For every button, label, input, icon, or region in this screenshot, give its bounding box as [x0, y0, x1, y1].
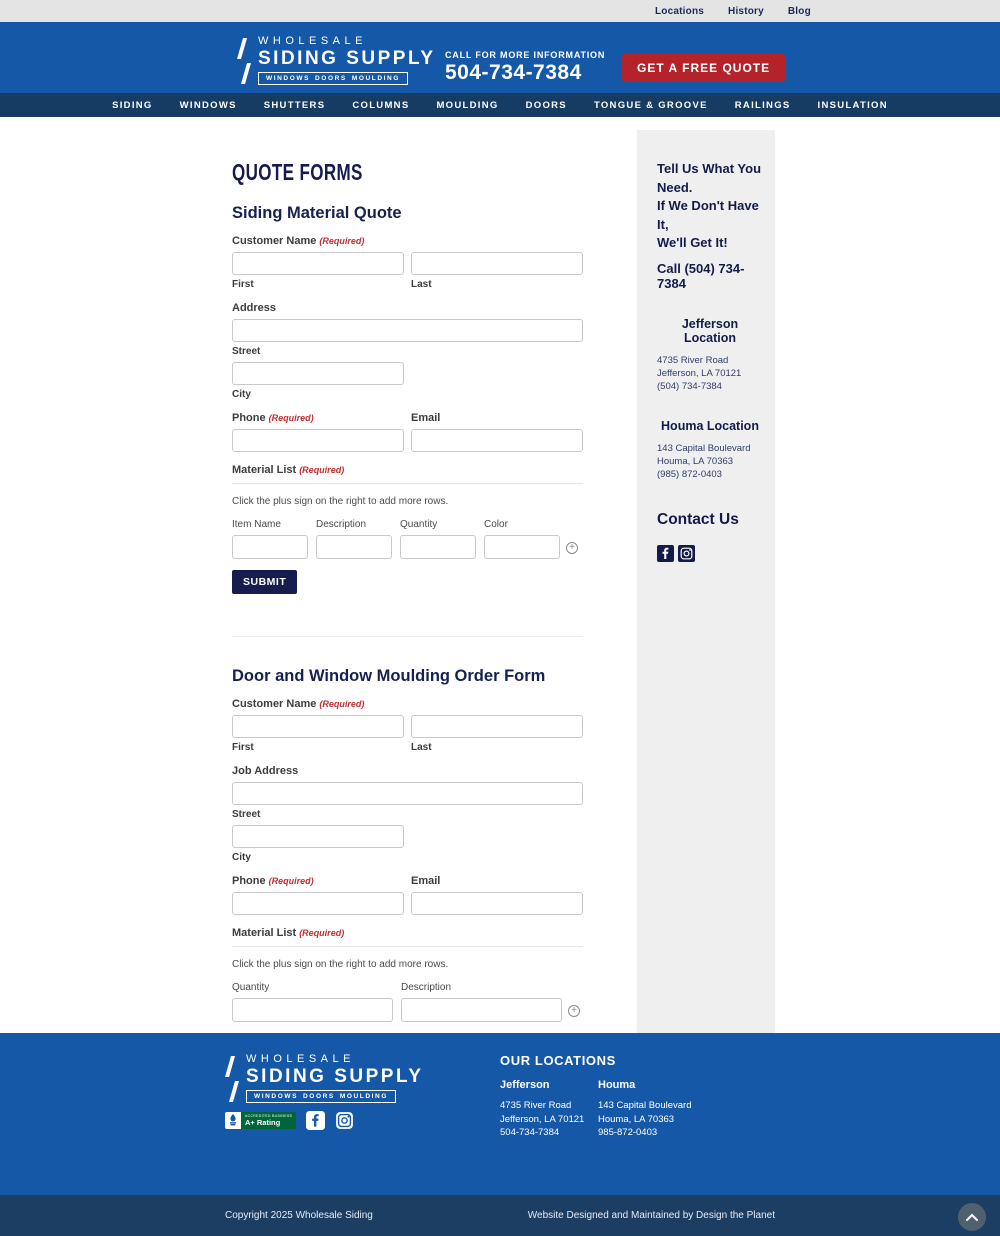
siding-submit-button[interactable]: SUBMIT [232, 570, 297, 594]
add-row-plus-icon[interactable]: + [568, 1005, 580, 1017]
siding-street-sublabel: Street [232, 346, 261, 357]
moulding-city-input[interactable] [232, 825, 404, 848]
footer-logo-tag-doors: DOORS [303, 1093, 335, 1100]
moulding-customer-name-label: Customer Name (Required) [232, 698, 365, 710]
moulding-add-rows-hint: Click the plus sign on the right to add more rows. [232, 959, 449, 970]
footer-houma-column: Houma 143 Capital Boulevard Houma, LA 70363 985-872-0403 [598, 1079, 692, 1138]
nav-item-doors[interactable]: DOORS [525, 99, 567, 111]
siding-address-label: Address [232, 302, 277, 314]
quote-forms-content [232, 117, 583, 1057]
siding-phone-input[interactable] [232, 429, 404, 452]
siding-material-list-label: Material List (Required) [232, 464, 583, 484]
instagram-icon[interactable] [335, 1111, 354, 1130]
nav-item-moulding[interactable]: MOULDING [436, 99, 499, 111]
nav-item-railings[interactable]: RAILINGS [734, 99, 791, 111]
siding-customer-name-label: Customer Name (Required) [232, 235, 365, 247]
jefferson-location-name: Jefferson Location [681, 316, 739, 345]
moulding-quantity-col-label: Quantity [232, 982, 270, 993]
chevron-up-icon [966, 1213, 978, 1221]
topbar-link-locations[interactable]: Locations [655, 5, 705, 17]
houma-location-name: Houma Location [661, 418, 759, 433]
moulding-street-input[interactable] [232, 782, 583, 805]
logo-tag-doors: DOORS [315, 75, 347, 82]
instagram-icon[interactable] [678, 545, 695, 562]
moulding-first-name-input[interactable] [232, 715, 404, 738]
footer-logo-tag-windows: WINDOWS [254, 1093, 299, 1100]
required-indicator: (Required) [268, 413, 314, 423]
nav-item-shutters[interactable]: SHUTTERS [263, 99, 326, 111]
moulding-city-sublabel: City [232, 852, 251, 863]
copyright-bar [0, 1195, 1000, 1236]
required-indicator: (Required) [319, 699, 365, 709]
utility-bar [0, 0, 1000, 22]
siding-last-sublabel: Last [411, 279, 432, 290]
header-phone-number[interactable]: 504-734-7384 [445, 61, 582, 84]
designer-credit-text: Website Designed and Maintained by Design the Planet [527, 1210, 775, 1221]
our-locations-heading: OUR LOCATIONS [500, 1053, 616, 1068]
moulding-last-sublabel: Last [411, 742, 432, 753]
siding-color-input[interactable] [484, 535, 560, 559]
siding-phone-label: Phone (Required) [232, 412, 314, 424]
siding-city-sublabel: City [232, 389, 251, 400]
required-indicator: (Required) [268, 876, 314, 886]
bbb-accredited-badge[interactable] [225, 1112, 296, 1129]
logo-tag-windows: WINDOWS [266, 75, 311, 82]
lightning-bolt-icon [225, 1053, 239, 1107]
nav-item-windows[interactable]: WINDOWS [179, 99, 237, 111]
sidebar-tagline-line1: Tell Us What You Need. [657, 161, 762, 195]
topbar-link-history[interactable]: History [728, 5, 764, 17]
sidebar-tagline-line2: If We Don't Have It, [657, 198, 759, 232]
moulding-material-row [232, 982, 583, 1022]
sidebar [637, 130, 775, 1033]
siding-street-input[interactable] [232, 319, 583, 342]
nav-item-siding[interactable]: SIDING [112, 99, 153, 111]
lightning-bolt-icon [237, 35, 251, 89]
moulding-last-name-input[interactable] [411, 715, 583, 738]
moulding-description-input[interactable] [401, 998, 562, 1022]
required-indicator: (Required) [299, 465, 345, 475]
siding-description-col-label: Description [316, 519, 367, 530]
siding-add-rows-hint: Click the plus sign on the right to add more rows. [232, 496, 449, 507]
copyright-text: Copyright 2025 Wholesale Siding [225, 1210, 373, 1221]
footer-logo-wholesale: WHOLESALE [246, 1053, 355, 1065]
page-title: QUOTE FORMS [232, 159, 363, 185]
nav-item-tongue-groove[interactable]: TONGUE & GROOVE [593, 99, 708, 111]
required-indicator: (Required) [319, 236, 365, 246]
moulding-street-sublabel: Street [232, 809, 261, 820]
siding-item-name-input[interactable] [232, 535, 308, 559]
sidebar-tagline-line3: We'll Get It! [657, 235, 728, 250]
siding-description-input[interactable] [316, 535, 392, 559]
logo-siding-supply: SIDING SUPPLY [258, 48, 436, 69]
header-call-info [445, 50, 605, 85]
siding-form-heading: Siding Material Quote [232, 204, 402, 222]
facebook-icon[interactable] [657, 545, 674, 562]
get-free-quote-button[interactable]: GET A FREE QUOTE [622, 54, 785, 82]
form-divider [232, 636, 583, 637]
sidebar-call-phone[interactable]: Call (504) 734-7384 [657, 260, 745, 291]
moulding-form-heading: Door and Window Moulding Order Form [232, 667, 546, 685]
moulding-description-col-label: Description [401, 982, 452, 993]
moulding-material-list-label: Material List (Required) [232, 927, 583, 947]
moulding-quantity-input[interactable] [232, 998, 393, 1022]
call-for-info-label: CALL FOR MORE INFORMATION [445, 50, 606, 60]
add-row-plus-icon[interactable]: + [566, 542, 578, 554]
logo-tag-moulding: MOULDING [351, 75, 400, 82]
siding-email-input[interactable] [411, 429, 583, 452]
main-area [0, 117, 1000, 1033]
siding-item-name-col-label: Item Name [232, 519, 281, 530]
footer-logo-siding-supply: SIDING SUPPLY [246, 1066, 424, 1087]
scroll-to-top-button[interactable] [958, 1203, 986, 1231]
siding-city-input[interactable] [232, 362, 404, 385]
topbar-link-blog[interactable]: Blog [787, 5, 811, 17]
contact-us-heading: Contact Us [657, 510, 739, 528]
moulding-first-sublabel: First [232, 742, 254, 753]
moulding-phone-input[interactable] [232, 892, 404, 915]
logo-tagline-box [258, 72, 408, 85]
bbb-torch-icon [225, 1112, 241, 1129]
footer-logo-text [246, 1053, 424, 1107]
footer-logo[interactable] [225, 1053, 424, 1107]
footer-logo-tag-moulding: MOULDING [339, 1093, 388, 1100]
siding-first-name-input[interactable] [232, 252, 404, 275]
siding-material-row [232, 519, 583, 559]
nav-item-insulation[interactable]: INSULATION [817, 99, 888, 111]
footer-logo-tagline-box [246, 1090, 396, 1103]
nav-item-columns[interactable]: COLUMNS [352, 99, 410, 111]
sidebar-social-icons [657, 545, 763, 562]
main-nav [0, 93, 1000, 117]
moulding-email-input[interactable] [411, 892, 583, 915]
site-logo[interactable] [237, 35, 436, 89]
houma-location-address: 143 Capital Boulevard Houma, LA 70363 (985) 872-0403 [657, 442, 751, 480]
siding-quantity-input[interactable] [400, 535, 476, 559]
jefferson-location-address: 4735 River Road Jefferson, LA 70121 (504) 734-7384 [657, 354, 742, 392]
moulding-email-label: Email [411, 875, 441, 887]
required-indicator: (Required) [299, 928, 345, 938]
siding-email-label: Email [411, 412, 441, 424]
site-header [0, 22, 1000, 93]
site-footer [0, 1033, 1000, 1195]
moulding-phone-label: Phone (Required) [232, 875, 314, 887]
siding-first-sublabel: First [232, 279, 254, 290]
siding-last-name-input[interactable] [411, 252, 583, 275]
footer-badges [225, 1111, 354, 1130]
bbb-rating-text: ACCREDITED BUSINESS A+ Rating [241, 1112, 296, 1129]
logo-text [258, 35, 436, 89]
facebook-icon[interactable] [306, 1111, 325, 1130]
logo-wholesale: WHOLESALE [258, 35, 367, 47]
moulding-job-address-label: Job Address [232, 765, 299, 777]
siding-quantity-col-label: Quantity [400, 519, 438, 530]
utility-links [0, 6, 811, 17]
footer-jefferson-column: Jefferson 4735 River Road Jefferson, LA 70121 504-734-7384 [500, 1079, 585, 1138]
siding-color-col-label: Color [484, 519, 508, 530]
